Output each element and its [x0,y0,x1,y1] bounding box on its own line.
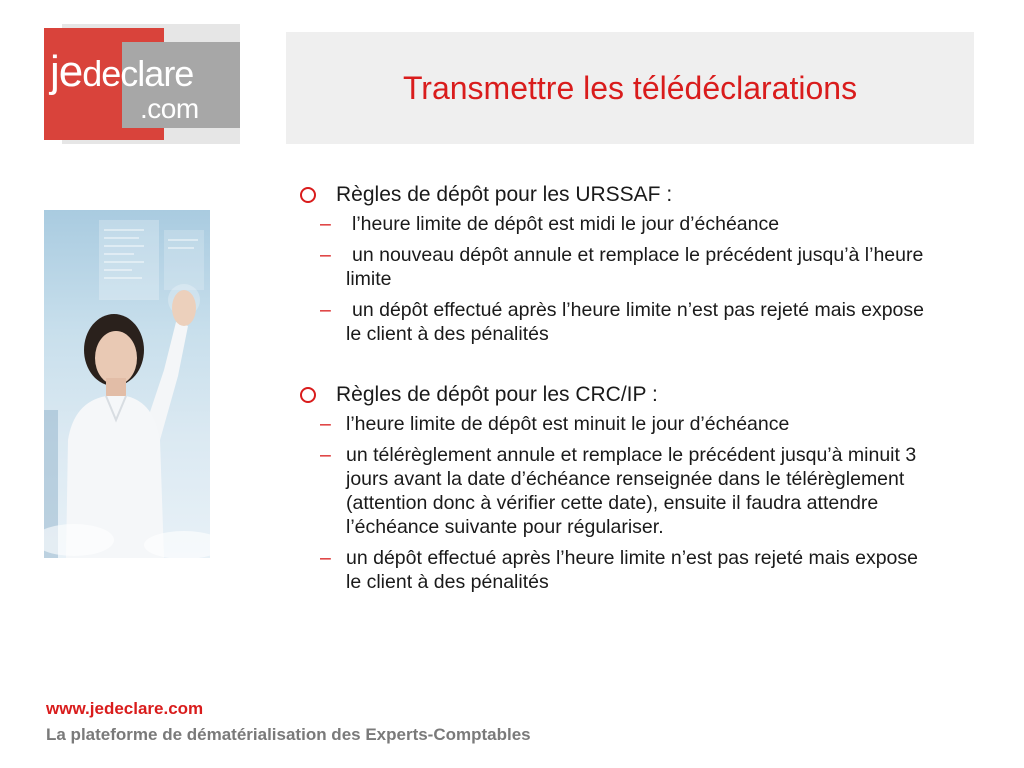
list-item-text: l’heure limite de dépôt est midi le jour d’échéance [352,213,780,235]
circle-bullet-icon [300,187,316,203]
list-item [320,412,988,436]
list-item-text: un dépôt effectué après l’heure limite n’est pas rejeté mais expose le client à des pénalités [346,299,924,345]
list-item [320,546,988,594]
section-heading: Règles de dépôt pour les URSSAF : [336,183,673,206]
page-title: Transmettre les télédéclarations [402,69,858,106]
jedeclare-logo [44,24,240,144]
list-item [320,212,988,236]
list-item [320,298,988,346]
bullet-heading [298,182,988,208]
title-band [286,32,974,144]
section-urssaf [298,182,988,346]
dash-bullet-icon: – [320,244,331,266]
list-item-text: un nouveau dépôt annule et remplace le précédent jusqu’à l’heure limite [346,244,924,290]
logo-com: .com [140,93,199,124]
dash-bullet-icon: – [320,413,331,435]
list-item [320,443,988,539]
dash-bullet-icon: – [320,547,331,569]
slide-content [298,182,988,630]
dash-bullet-icon: – [320,299,331,321]
logo-declare: declare [82,53,194,94]
logo-je: je [50,47,83,96]
list-item-text: un télérèglement annule et remplace le précédent jusqu’à minuit 3 jours avant la date d’échéance renseignée dans le télérèglement (attention donc à vérifier cette date), ensuite il faudra attendre l’échéance suivante pour régulariser. [346,444,917,538]
section-crc-ip [298,382,988,594]
list-item-text: un dépôt effectué après l’heure limite n’est pas rejeté mais expose le client à des pénalités [346,547,918,593]
dash-bullet-icon: – [320,444,331,466]
photo-illustration [44,210,210,558]
footer-website-link[interactable]: www.jedeclare.com [46,699,204,718]
footer [46,698,531,746]
bullet-heading [298,382,988,408]
sub-bullet-list [320,212,988,346]
sub-bullet-list [320,412,988,594]
woman-touchscreen-photo [44,210,210,558]
section-heading: Règles de dépôt pour les CRC/IP : [336,383,658,406]
dash-bullet-icon: – [320,213,331,235]
list-item [320,243,988,291]
circle-bullet-icon [300,387,316,403]
logo-wordmark [50,47,194,96]
footer-tagline: La plateforme de dématérialisation des Experts-Comptables [46,725,531,744]
list-item-text: l’heure limite de dépôt est minuit le jour d’échéance [346,413,790,435]
